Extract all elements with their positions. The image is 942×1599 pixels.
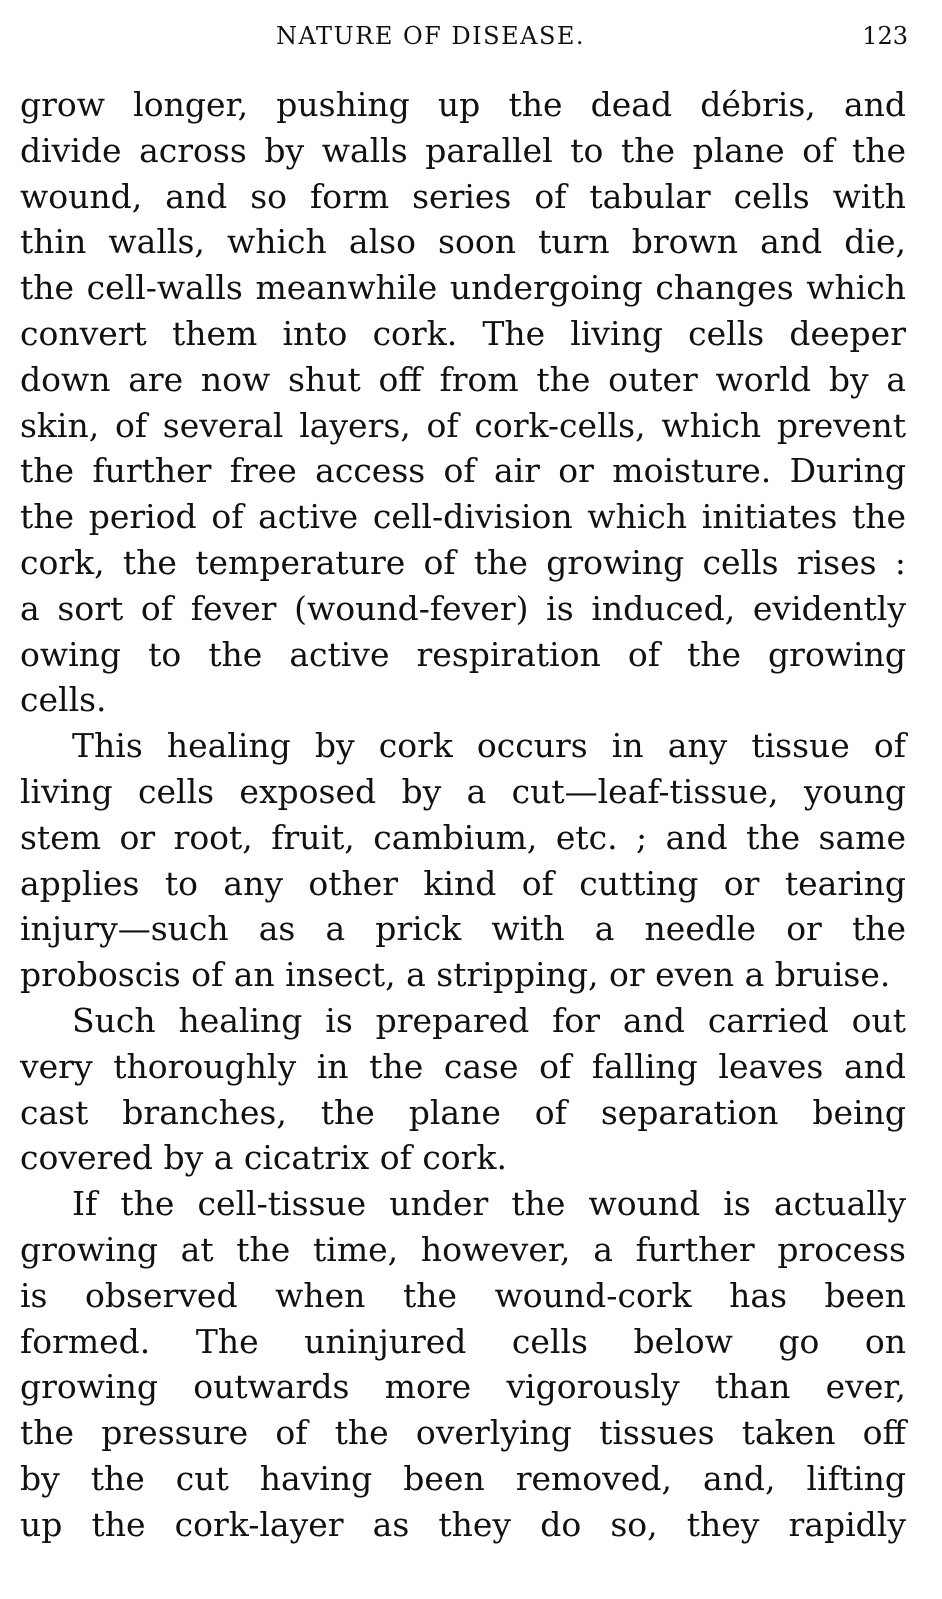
text-line: proboscis of an insect, a stripping, or even a bruise. (20, 955, 891, 995)
text-line: injury—such as a prick with a needle or the (20, 909, 906, 949)
text-line: convert them into cork. The living cells deeper (20, 313, 906, 353)
text-line: down are now shut off from the outer world by a (20, 359, 906, 399)
text-line: cast branches, the plane of separation being (20, 1092, 906, 1132)
text-line: the further free access of air or moisture. During (20, 451, 906, 491)
text-line: thin walls, which also soon turn brown and die, (20, 222, 906, 262)
text-line: Such healing is prepared for and carried out (72, 1000, 906, 1040)
text-line: the cell-walls meanwhile undergoing changes which (20, 268, 906, 308)
text-line: a sort of fever (wound-fever) is induced, evidently (20, 588, 906, 628)
text-line: grow longer, pushing up the dead débris, and (20, 85, 906, 124)
text-line: cork, the temperature of the growing cells rises : (20, 542, 906, 582)
text-line: covered by a cicatrix of cork. (20, 1138, 507, 1178)
text-line: owing to the active respiration of the growing (20, 634, 906, 674)
body-text (20, 82, 906, 1548)
text-line: skin, of several layers, of cork-cells, which prevent (20, 405, 906, 445)
text-line: very thoroughly in the case of falling leaves and (20, 1046, 906, 1086)
running-title: NATURE OF DISEASE. (276, 22, 586, 50)
text-line: This healing by cork occurs in any tissue of (72, 726, 906, 766)
text-line: is observed when the wound-cork has been (20, 1275, 906, 1315)
text-line: applies to any other kind of cutting or tearing (20, 863, 906, 903)
text-line: living cells exposed by a cut—leaf-tissue, young (20, 771, 906, 811)
running-head (0, 18, 942, 54)
text-line: cells. (20, 680, 107, 720)
text-line: divide across by walls parallel to the plane of the (20, 130, 906, 170)
page-number: 123 (862, 22, 908, 50)
text-line: formed. The uninjured cells below go on (20, 1321, 906, 1361)
text-line: the pressure of the overlying tissues taken off (20, 1413, 906, 1453)
text-line: by the cut having been removed, and, lifting (20, 1458, 906, 1498)
text-line: the period of active cell-division which initiates the (20, 497, 906, 537)
text-line: If the cell-tissue under the wound is actually (72, 1184, 906, 1224)
text-line: growing outwards more vigorously than ever, (20, 1367, 906, 1407)
text-line: up the cork-layer as they do so, they rapidly (20, 1504, 906, 1544)
text-line: stem or root, fruit, cambium, etc. ; and the same (20, 817, 906, 857)
text-line: growing at the time, however, a further process (20, 1229, 906, 1269)
text-line: wound, and so form series of tabular cells with (20, 176, 906, 216)
